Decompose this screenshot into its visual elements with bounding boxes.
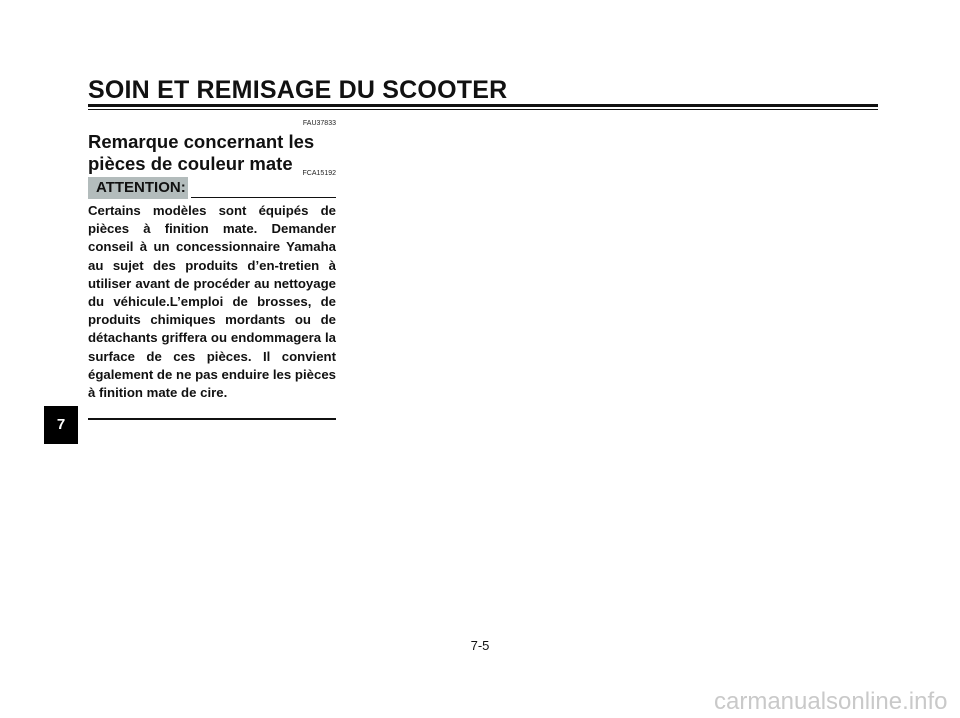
attention-rule xyxy=(191,197,336,198)
section-code: FAU37833 xyxy=(302,120,336,127)
attention-badge xyxy=(88,177,188,199)
attention-code: FCA15192 xyxy=(302,170,336,177)
header-rule-thin xyxy=(88,109,878,110)
chapter-tab xyxy=(44,406,78,444)
attention-end-rule xyxy=(88,418,336,420)
page-header-title: SOIN ET REMISAGE DU SCOOTER xyxy=(88,76,508,104)
attention-body-text: Certains modèles sont équipés de pièces à finition mate. Demander conseil à un concessionnaire Yamaha au sujet des produits d’en-tretien à utiliser avant de procéder au nettoyage du véhicule.L’emploi de brosses, de produits chimiques mordants ou de détachants griffera ou endommagera la surface de ces pièces. Il convient également de ne pas enduire les pièces à finition mate de cire. xyxy=(88,203,336,401)
attention-label: ATTENTION: xyxy=(96,179,186,196)
header-rule-thick xyxy=(88,104,878,107)
section-title: Remarque concernant les pièces de couleur mate xyxy=(88,131,315,174)
page-number: 7-5 xyxy=(470,638,490,653)
watermark-text: carmanualsonline.info xyxy=(714,688,948,715)
chapter-tab-label: 7 xyxy=(56,416,66,433)
